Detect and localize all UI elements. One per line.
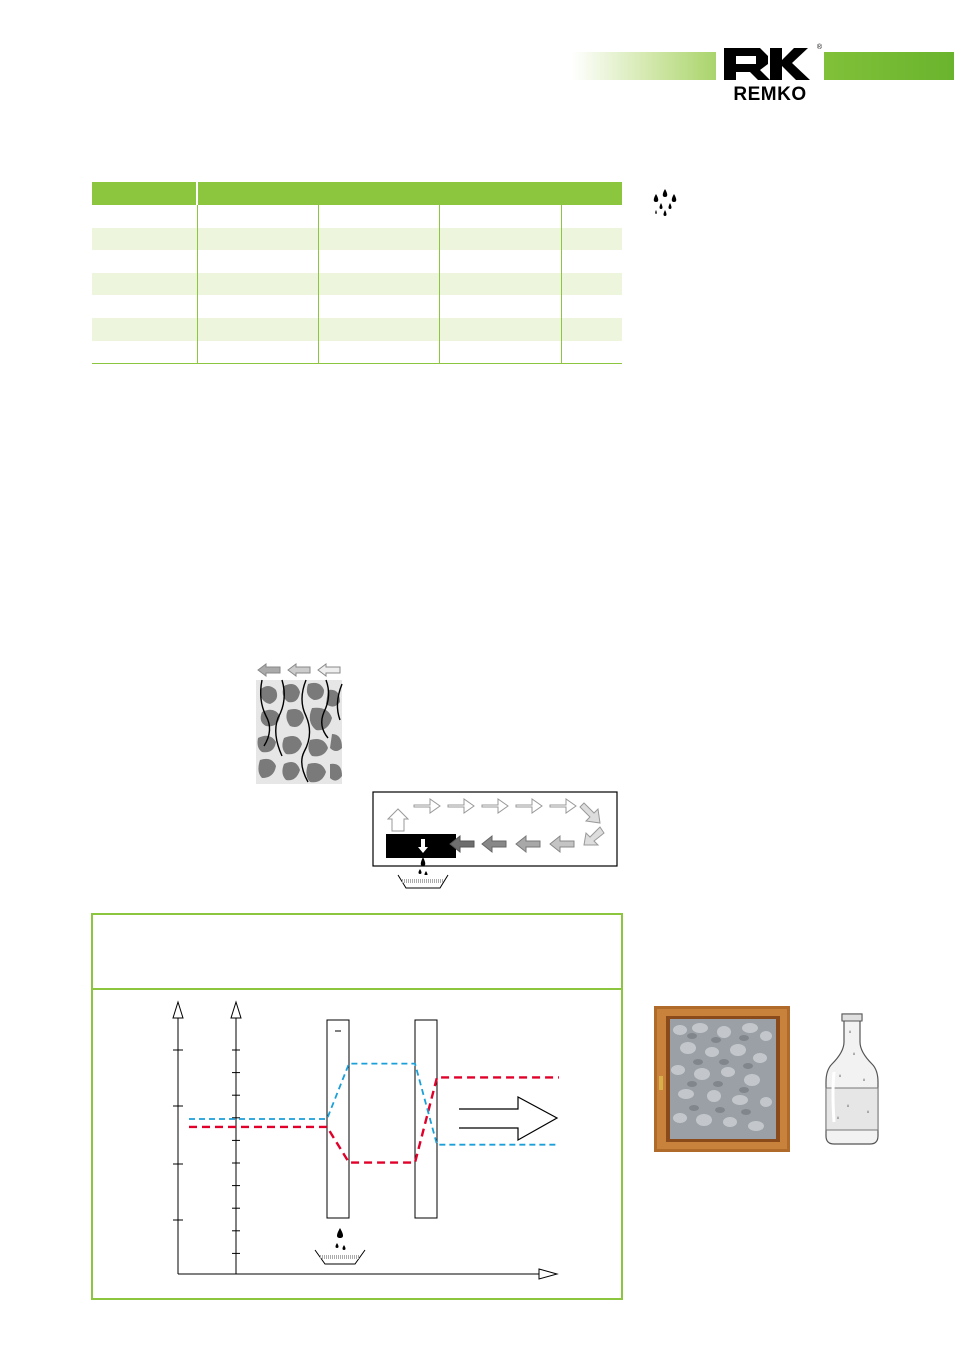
table-cell [440,273,561,296]
porous-material-icon [254,660,344,786]
table-cell [318,205,439,228]
y-axis-1-arrow [173,1002,183,1018]
table-row [92,228,622,251]
component-left [327,1020,349,1218]
water-drops-icon [650,188,680,220]
registered-mark: ® [816,44,822,51]
table-cell [440,341,561,364]
x-axis-arrow [539,1269,557,1279]
table-cell [318,228,439,251]
table-cell [92,341,197,364]
table-cell [197,318,318,341]
table-cell [92,228,197,251]
table-cell [561,341,622,364]
table-row [92,205,622,228]
table-cell [440,318,561,341]
table-cell [440,228,561,251]
table-cell [561,273,622,296]
table-cell [92,295,197,318]
table-row [92,341,622,364]
logo-text: REMKO [733,84,807,105]
table-cell [561,318,622,341]
table-cell [318,341,439,364]
table-cell [440,250,561,273]
logo-mark [716,44,824,84]
axis-ticks [173,1050,240,1253]
table-cell [561,205,622,228]
table-cell [197,273,318,296]
table-cell [197,228,318,251]
table-cell [561,295,622,318]
table-cell [197,205,318,228]
table-cell [92,250,197,273]
bottle-icon [820,1012,884,1146]
table-cell [197,295,318,318]
data-table [92,182,622,364]
table-cell [92,318,197,341]
table-cell [92,273,197,296]
table-cell [440,295,561,318]
direction-arrow [459,1097,557,1140]
drip-icon [336,1243,339,1248]
drip-tray-icon [396,871,450,891]
table-row [92,318,622,341]
chart-canvas [93,992,621,1298]
table-cell [318,318,439,341]
chart-divider [93,988,621,990]
remko-logo [716,44,824,106]
table-row [92,295,622,318]
chart-container [91,913,623,1300]
table-cell [561,228,622,251]
window-icon [654,1006,792,1154]
table-header-cell [197,182,622,205]
table-row [92,273,622,296]
table-cell [318,273,439,296]
table-row [92,250,622,273]
table-header-cell [92,182,197,205]
table-cell [318,295,439,318]
table-cell [440,205,561,228]
table-header-row [92,182,622,205]
y-axis-2-arrow [231,1002,241,1018]
drip-icon [337,1228,343,1238]
table-cell [318,250,439,273]
drip-icon [343,1245,346,1250]
table-cell [197,341,318,364]
table-cell [197,250,318,273]
series-line-1 [189,1064,559,1145]
table-cell [92,205,197,228]
table-cell [561,250,622,273]
